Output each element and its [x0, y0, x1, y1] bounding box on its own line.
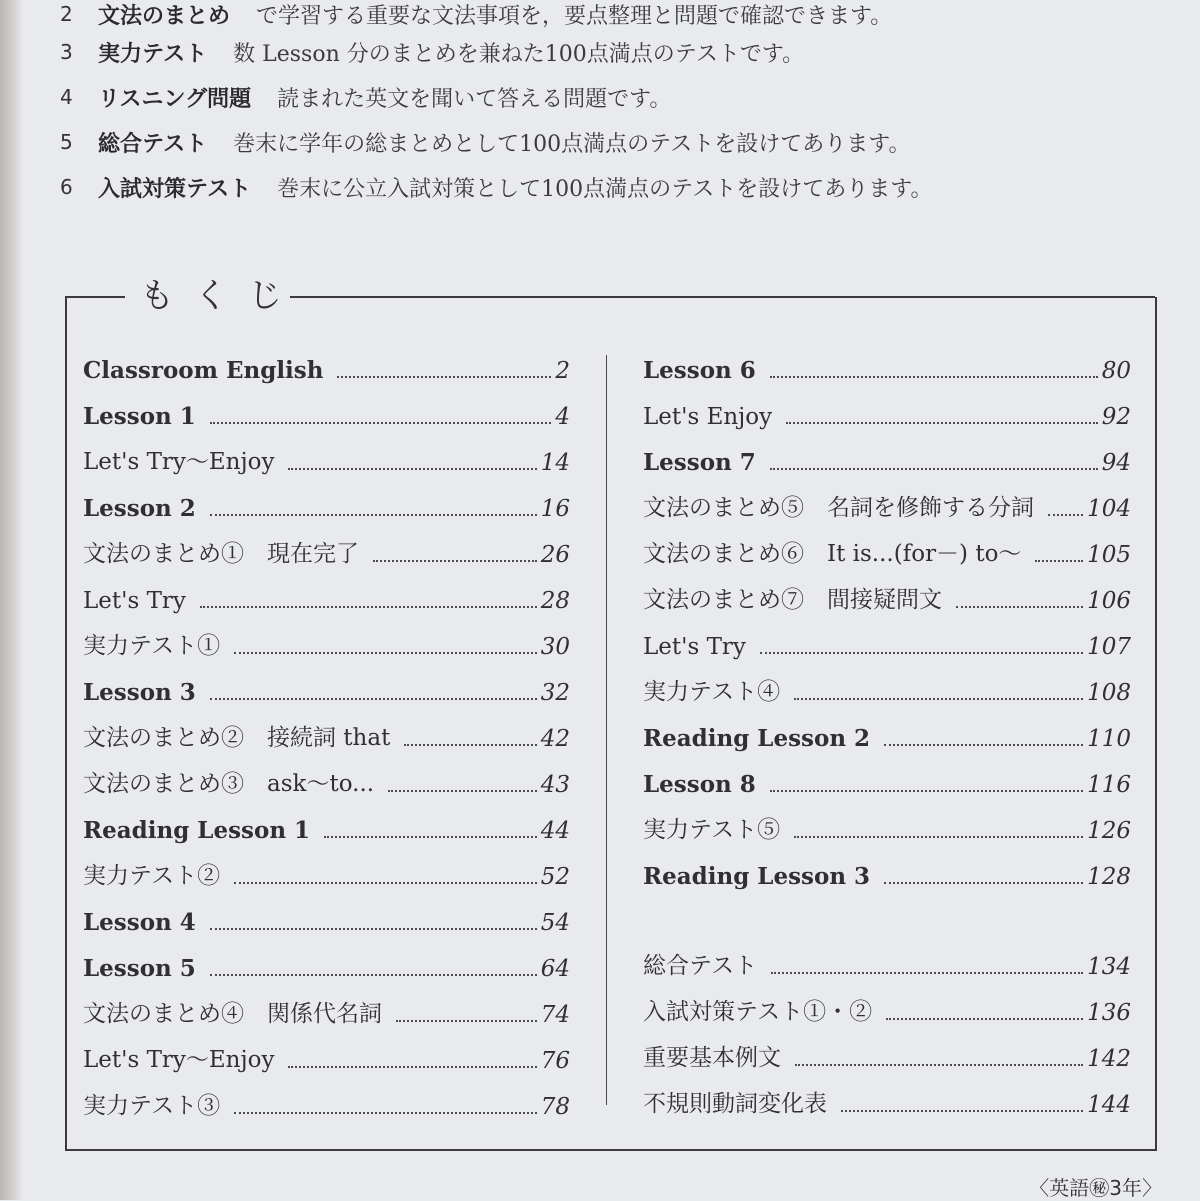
- toc-leader-dots: [786, 421, 1098, 424]
- toc-entry-page: 108: [1087, 680, 1131, 706]
- toc-entry-title: 文法のまとめ⑥ It is...(for－) to～: [643, 541, 1022, 567]
- toc-entry-title: Lesson 5: [83, 955, 196, 982]
- intro-item-text: 読まれた英文を聞いて答える問題です。: [277, 86, 672, 112]
- toc-entry-title: Reading Lesson 3: [643, 863, 871, 890]
- toc-entry-page: 74: [540, 1002, 570, 1028]
- toc-entry-title: 文法のまとめ① 現在完了: [83, 541, 359, 567]
- toc-leader-dots: [771, 971, 1083, 974]
- toc-entry-page: 2: [555, 358, 570, 384]
- toc-entry-title: 文法のまとめ④ 関係代名詞: [83, 1001, 382, 1027]
- toc-entry-page: 44: [540, 818, 570, 844]
- toc-leader-dots: [794, 697, 1083, 700]
- intro-item: [60, 167, 932, 207]
- toc-entry: [83, 340, 570, 384]
- toc-entry-title: Let's Try～Enjoy: [83, 1047, 275, 1073]
- toc-leader-dots: [1035, 559, 1083, 562]
- toc-entry-title: Let's Try～Enjoy: [83, 449, 275, 475]
- footer-label: 〈英語㊙3年〉: [1029, 1176, 1162, 1200]
- toc-entry-page: 107: [1087, 634, 1131, 660]
- toc-leader-dots: [770, 467, 1098, 470]
- toc-entry: [643, 478, 1131, 522]
- toc-entry-title: Let's Try: [83, 588, 186, 614]
- toc-entry-title: 文法のまとめ② 接続詞 that: [83, 725, 391, 751]
- toc-entry-page: 16: [540, 496, 570, 522]
- page-binding-edge: [0, 0, 22, 1200]
- toc-entry-title: Lesson 3: [83, 679, 196, 706]
- intro-item-label: 総合テスト: [98, 131, 208, 157]
- toc-leader-dots: [884, 743, 1083, 746]
- toc-entry: [643, 754, 1131, 798]
- intro-item-label: 入試対策テスト: [98, 176, 252, 202]
- toc-entry-page: 136: [1087, 1000, 1131, 1026]
- toc-entry-page: 142: [1087, 1046, 1131, 1072]
- toc-leader-dots: [886, 1017, 1083, 1020]
- toc-leader-dots: [234, 651, 537, 654]
- toc-entry-title: Lesson 7: [643, 449, 756, 476]
- toc-entry: [83, 386, 570, 430]
- toc-entry-page: 52: [540, 864, 570, 890]
- toc-leader-dots: [956, 605, 1083, 608]
- toc-leader-dots: [210, 697, 537, 700]
- intro-item: [60, 32, 804, 72]
- toc-entry-page: 106: [1087, 588, 1131, 614]
- toc-entry-title: 不規則動詞変化表: [643, 1091, 827, 1117]
- toc-entry-page: 26: [540, 542, 570, 568]
- toc-entry-title: 実力テスト④: [643, 679, 781, 705]
- toc-entry-title: Lesson 8: [643, 771, 756, 798]
- toc-entry: [643, 936, 1131, 980]
- toc-entry-title: 実力テスト③: [83, 1093, 221, 1119]
- toc-entry-page: 104: [1087, 496, 1131, 522]
- toc-entry: [83, 1076, 570, 1120]
- toc-entry-title: Let's Try: [643, 634, 746, 660]
- toc-entry-page: 128: [1087, 864, 1131, 890]
- toc-entry-title: 実力テスト②: [83, 863, 221, 889]
- toc-entry-page: 134: [1087, 954, 1131, 980]
- toc-entry: [643, 982, 1131, 1026]
- toc-entry: [83, 754, 570, 798]
- toc-entry-page: 94: [1101, 450, 1131, 476]
- toc-entry-page: 105: [1087, 542, 1131, 568]
- toc-entry: [83, 1030, 570, 1074]
- toc-entry: [643, 616, 1131, 660]
- intro-item-number: 3: [60, 40, 73, 64]
- toc-entry-page: 64: [540, 956, 570, 982]
- intro-item-number: 4: [60, 85, 73, 109]
- toc-entry-page: 4: [555, 404, 570, 430]
- toc-leader-dots: [794, 835, 1083, 838]
- toc-leader-dots: [210, 927, 537, 930]
- toc-entry: [643, 432, 1131, 476]
- toc-entry-page: 28: [540, 588, 570, 614]
- toc-leader-dots: [210, 513, 537, 516]
- toc-entry-title: 実力テスト①: [83, 633, 221, 659]
- toc-entry: [83, 432, 570, 476]
- toc-entry-page: 30: [540, 634, 570, 660]
- intro-item-number: 6: [60, 175, 73, 199]
- toc-entry-title: 入試対策テスト①・②: [643, 999, 873, 1025]
- toc-leader-dots: [841, 1109, 1083, 1112]
- toc-leader-dots: [200, 605, 537, 608]
- intro-item-label: 文法のまとめ: [98, 3, 231, 29]
- toc-entry: [83, 800, 570, 844]
- intro-item-text: 巻末に公立入試対策として100点満点のテストを設けてあります。: [277, 176, 933, 202]
- toc-leader-dots: [770, 789, 1083, 792]
- toc-entry: [643, 524, 1131, 568]
- toc-entry: [83, 892, 570, 936]
- toc-entry-title: Classroom English: [83, 357, 324, 384]
- toc-leader-dots: [234, 1111, 537, 1114]
- toc-entry-title: 文法のまとめ③ ask～to...: [83, 771, 375, 797]
- toc-leader-dots: [795, 1063, 1083, 1066]
- toc-entry-title: Let's Enjoy: [643, 404, 773, 430]
- toc-entry-title: Lesson 2: [83, 495, 196, 522]
- toc-entry-title: 総合テスト: [643, 953, 758, 979]
- toc-entry: [643, 386, 1131, 430]
- toc-entry-page: 110: [1087, 726, 1131, 752]
- toc-entry: [83, 662, 570, 706]
- toc-leader-dots: [373, 559, 537, 562]
- toc-entry: [643, 1074, 1131, 1118]
- toc-entry: [83, 570, 570, 614]
- toc-entry-page: 54: [540, 910, 570, 936]
- toc-leader-dots: [210, 973, 537, 976]
- toc-entry: [83, 708, 570, 752]
- toc-leader-dots: [337, 375, 551, 378]
- toc-leader-dots: [388, 789, 537, 792]
- toc-leader-dots: [234, 881, 537, 884]
- toc-leader-dots: [396, 1019, 537, 1022]
- toc-leader-dots: [1048, 513, 1083, 516]
- toc-leader-dots: [884, 881, 1083, 884]
- toc-entry: [643, 1028, 1131, 1072]
- toc-leader-dots: [288, 1065, 536, 1068]
- toc-leader-dots: [404, 743, 536, 746]
- toc-leader-dots: [324, 835, 537, 838]
- intro-item-label: 実力テスト: [98, 41, 208, 67]
- toc-entry-page: 116: [1087, 772, 1131, 798]
- intro-item-text: で学習する重要な文法事項を，要点整理と問題で確認できます。: [256, 3, 893, 29]
- toc-entry: [643, 708, 1131, 752]
- toc-leader-dots: [770, 375, 1098, 378]
- intro-item-text: 数 Lesson 分のまとめを兼ねた100点満点のテストです。: [233, 41, 805, 67]
- toc-leader-dots: [210, 421, 552, 424]
- intro-item: [60, 122, 910, 162]
- toc-entry-title: 文法のまとめ⑤ 名詞を修飾する分詞: [643, 495, 1034, 521]
- toc-column-divider: [606, 355, 607, 1105]
- toc-entry-page: 144: [1087, 1092, 1131, 1118]
- toc-entry-title: Lesson 1: [83, 403, 196, 430]
- toc-entry-title: 文法のまとめ⑦ 間接疑問文: [643, 587, 942, 613]
- toc-entry-page: 32: [540, 680, 570, 706]
- toc-entry: [83, 846, 570, 890]
- toc-entry-title: Reading Lesson 2: [643, 725, 871, 752]
- toc-entry-page: 80: [1101, 358, 1131, 384]
- intro-item-label: リスニング問題: [98, 86, 252, 112]
- toc-entry-page: 14: [540, 450, 570, 476]
- toc-entry-page: 78: [540, 1094, 570, 1120]
- toc-entry: [643, 846, 1131, 890]
- toc-entry-page: 92: [1101, 404, 1131, 430]
- toc-entry: [83, 478, 570, 522]
- toc-entry-title: 重要基本例文: [643, 1045, 781, 1071]
- toc-entry-page: 42: [540, 726, 570, 752]
- intro-item-number: 5: [60, 130, 73, 154]
- intro-item-text: 巻末に学年の総まとめとして100点満点のテストを設けてあります。: [233, 131, 911, 157]
- toc-entry: [83, 938, 570, 982]
- toc-entry-title: Lesson 4: [83, 909, 196, 936]
- toc-leader-dots: [760, 651, 1083, 654]
- toc-entry: [643, 662, 1131, 706]
- toc-entry: [83, 984, 570, 1028]
- toc-entry: [83, 524, 570, 568]
- toc-entry-page: 126: [1087, 818, 1131, 844]
- toc-entry-title: Lesson 6: [643, 357, 756, 384]
- intro-item: [60, 0, 892, 34]
- toc-entry-page: 43: [540, 772, 570, 798]
- toc-entry: [643, 800, 1131, 844]
- toc-title: もくじ: [140, 276, 302, 316]
- toc-entry-title: Reading Lesson 1: [83, 817, 311, 844]
- intro-item-number: 2: [60, 2, 73, 26]
- intro-item: [60, 77, 671, 117]
- toc-leader-dots: [288, 467, 536, 470]
- toc-entry: [643, 570, 1131, 614]
- toc-entry-page: 76: [540, 1048, 570, 1074]
- toc-entry: [83, 616, 570, 660]
- toc-entry: [643, 340, 1131, 384]
- toc-entry-title: 実力テスト⑤: [643, 817, 781, 843]
